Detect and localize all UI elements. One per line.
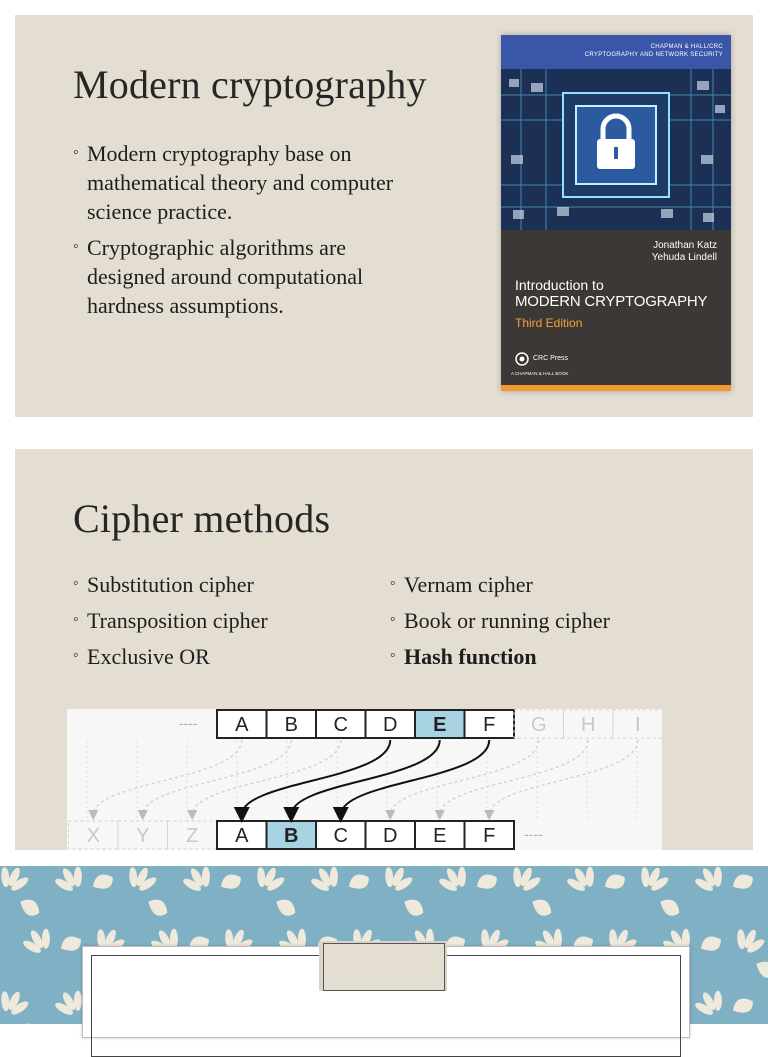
ellipsis-right: ---- [524, 826, 543, 842]
book-cover-image [501, 35, 731, 391]
cipher-cell-H [564, 710, 614, 738]
bullet-marker-icon: ◦ [73, 647, 79, 664]
cipher-cell-F [465, 821, 515, 849]
circuit-lock-illustration [501, 35, 731, 230]
shift-arrow [242, 740, 391, 815]
book-cover-top [501, 35, 731, 230]
bullet-item: ◦ Vernam cipher [390, 570, 720, 599]
cipher-cell-E [415, 710, 465, 738]
book-publisher: CRC Press [533, 355, 569, 362]
book-edition: Third Edition [515, 316, 583, 330]
cipher-letter: A [235, 825, 249, 847]
cipher-cell-D [366, 710, 416, 738]
cipher-letter: H [581, 714, 596, 736]
slide-modern-cryptography [15, 15, 753, 417]
cipher-letter: A [235, 714, 249, 736]
shift-arrow [291, 740, 440, 815]
cipher-cell-B [267, 710, 317, 738]
cipher-letter: G [530, 714, 547, 736]
cipher-cell-Z [168, 821, 218, 849]
book-title-line1: Introduction to [515, 277, 604, 293]
bullet-list-right [390, 570, 720, 678]
bullet-marker-icon: ◦ [73, 611, 79, 628]
cipher-letter: Z [186, 825, 199, 847]
bullet-marker-icon: ◦ [73, 144, 79, 161]
shift-arrow [192, 740, 341, 815]
cipher-letter: B [284, 825, 299, 847]
card-tab [323, 943, 445, 991]
crc-logo-icon [515, 352, 529, 366]
slide-cipher-methods [15, 449, 753, 850]
book-title-line2: MODERN CRYPTOGRAPHY [515, 293, 708, 310]
cipher-cell-Y [118, 821, 168, 849]
bullet-item: ◦ Exclusive OR [73, 642, 373, 671]
cipher-letter: D [383, 825, 398, 847]
bullet-item: ◦ Modern cryptography base on mathematical theory and computer science practice. [73, 139, 403, 226]
bullet-marker-icon: ◦ [390, 575, 396, 592]
cipher-cell-D [366, 821, 416, 849]
cipher-letter: I [634, 714, 641, 736]
cipher-cell-F [465, 710, 515, 738]
shift-arrow [341, 740, 490, 815]
bullet-item: ◦ Hash function [390, 642, 720, 671]
cipher-letter: X [86, 825, 100, 847]
bullet-list [73, 139, 403, 327]
cipher-letter: F [483, 825, 496, 847]
cipher-cell-B [267, 821, 317, 849]
cipher-letter: C [333, 714, 348, 736]
caesar-shift-svg [67, 709, 662, 850]
bullet-item: ◦ Book or running cipher [390, 606, 720, 635]
bullet-marker-icon: ◦ [73, 238, 79, 255]
cipher-letter: D [383, 714, 398, 736]
cipher-letter: Y [136, 825, 150, 847]
book-publisher-sub: A CHAPMAN & HALL BOOK [511, 371, 569, 376]
shift-arrow [390, 740, 539, 815]
cipher-cell-C [316, 710, 366, 738]
shift-arrow [93, 740, 242, 815]
cipher-cell-G [514, 710, 564, 738]
cipher-cell-C [316, 821, 366, 849]
cipher-letter: E [433, 714, 447, 736]
slide-title: Cipher methods [73, 496, 331, 541]
shift-arrow [440, 740, 589, 815]
cipher-letter: C [333, 825, 348, 847]
shift-arrow [143, 740, 292, 815]
cipher-cell-A [217, 821, 267, 849]
book-series: CHAPMAN & HALL/CRC CRYPTOGRAPHY AND NETWORK SECURITY [584, 44, 723, 58]
caesar-cipher-diagram [67, 709, 662, 850]
book-authors: Jonathan Katz Yehuda Lindell [651, 240, 717, 263]
bullet-marker-icon: ◦ [390, 611, 396, 628]
cipher-letter: F [483, 714, 496, 736]
slide-title: Modern cryptography [73, 62, 427, 107]
cipher-letter: B [284, 714, 298, 736]
cipher-cell-I [613, 710, 662, 738]
bullet-marker-icon: ◦ [390, 647, 396, 664]
book-cover-bottom [501, 230, 731, 391]
bullet-item: ◦ Cryptographic algorithms are designed around computational hardness assumptions. [73, 233, 403, 320]
bullet-item: ◦ Transposition cipher [73, 606, 373, 635]
shift-arrow [489, 740, 638, 815]
bullet-list-left [73, 570, 373, 678]
next-slide-card [82, 946, 690, 1038]
cipher-cell-E [415, 821, 465, 849]
ellipsis-left: ---- [179, 715, 198, 731]
cipher-cell-X [69, 821, 119, 849]
bullet-item: ◦ Substitution cipher [73, 570, 373, 599]
cipher-letter: E [433, 825, 447, 847]
cipher-cell-A [217, 710, 267, 738]
bullet-marker-icon: ◦ [73, 575, 79, 592]
